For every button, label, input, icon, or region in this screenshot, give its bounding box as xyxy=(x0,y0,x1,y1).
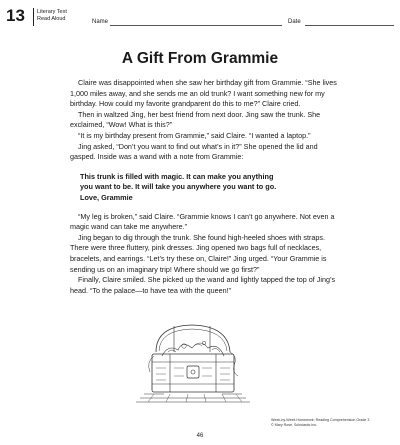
note-line: This trunk is filled with magic. It can make you anything xyxy=(80,171,274,181)
note-line: you want to be. It will take you anywhere you want to go. xyxy=(80,182,277,192)
story-title: A Gift From Grammie xyxy=(121,50,279,67)
note-signature: Love, Grammie xyxy=(80,192,133,202)
paragraph: Claire was disappointed when she saw her birthday gift from Grammie. “She lives 1,000 miles away, and she sends me an old trunk? I want something new for my birthday. How could my favorite grandparent do this to me?” Claire cried. xyxy=(70,78,337,109)
date-field[interactable] xyxy=(305,25,394,26)
credit-line: Week-by-Week Homework: Reading Comprehension Grade 3 xyxy=(271,418,370,422)
grammie-note xyxy=(80,172,340,204)
page-header xyxy=(6,6,394,30)
paragraph: “It is my birthday present from Grammie,” said Claire. “I wanted a laptop.” xyxy=(78,130,311,140)
header-divider xyxy=(33,8,34,26)
page-badge: 13 xyxy=(6,6,25,25)
name-label: Name xyxy=(92,19,109,25)
copyright-credit xyxy=(271,418,381,427)
genre-tag xyxy=(37,9,67,22)
date-label: Date xyxy=(288,19,301,25)
name-field[interactable] xyxy=(110,25,282,26)
paragraph: Finally, Claire smiled. She picked up the wand and lightly tapped the top of Jing’s head. “To the palace—to have tea with the queen!” xyxy=(70,275,336,295)
genre-tag-line1: Literary Text xyxy=(37,9,67,15)
paragraph: Jing asked, “Don’t you want to find out what’s in it?” She opened the lid and gasped. Inside was a wand with a note from Grammie: xyxy=(70,141,318,162)
paragraph: Jing began to dig through the trunk. She found high-heeled shoes with straps. There were three fluttery, pink dresses. Jing opened two bags full of necklaces, bracelets, and earrings. “Let’s try these on, Claire!” Jing urged. “Your Grammie is sending us on an imaginary trip! Where should we go first?” xyxy=(70,232,327,274)
paragraph: Then in waltzed Jing, her best friend from next door. Jing saw the trunk. She exclaimed, “Wow! What is this?” xyxy=(70,109,321,130)
genre-tag-line2: Read Aloud xyxy=(37,15,66,22)
story-body xyxy=(70,78,340,296)
trunk-illustration xyxy=(134,322,252,404)
page-number: 46 xyxy=(196,433,204,439)
paragraph: “My leg is broken,” said Claire. “Grammie knows I can’t go anywhere. Not even a magic wand can take me anywhere.” xyxy=(70,211,335,232)
credit-line: © Mary Rose, Scholastic Inc. xyxy=(271,422,318,427)
